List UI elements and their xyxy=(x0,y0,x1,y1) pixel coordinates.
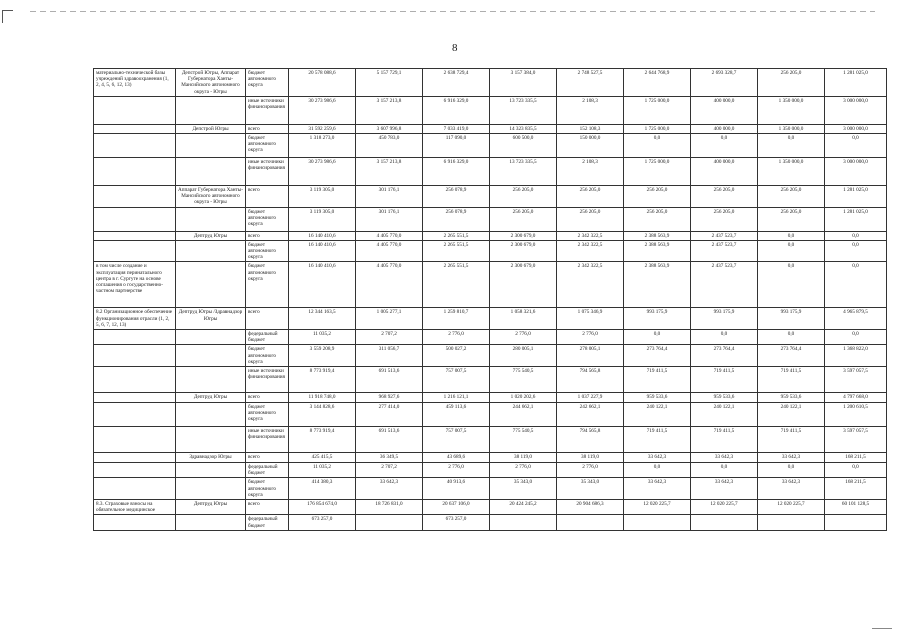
cell-amount: 0,0 xyxy=(624,134,691,158)
table-row xyxy=(94,134,887,158)
cell-amount: 31 592 259,6 xyxy=(289,124,356,133)
cell-amount: 36 349,5 xyxy=(356,453,423,463)
cell-funding-source: всего xyxy=(246,186,289,208)
table-row xyxy=(94,240,887,262)
cell-executor xyxy=(176,403,246,427)
cell-amount: 2 342 322,5 xyxy=(557,231,624,240)
cell-amount: 0,0 xyxy=(624,463,691,478)
cell-amount: 33 642,3 xyxy=(624,453,691,463)
cell-amount: 2 108,3 xyxy=(557,158,624,186)
cell-amount: 1 037 227,9 xyxy=(557,393,624,403)
cell-amount: 1 318 273,0 xyxy=(289,134,356,158)
cell-amount: 16 140 410,6 xyxy=(289,240,356,262)
cell-program-item xyxy=(94,207,176,231)
cell-amount: 240 122,1 xyxy=(691,403,758,427)
cell-amount: 117 090,0 xyxy=(423,134,490,158)
cell-amount: 2 644 768,9 xyxy=(624,69,691,97)
cell-amount: 18 726 831,0 xyxy=(356,500,423,515)
cell-amount: 33 642,3 xyxy=(691,453,758,463)
cell-amount: 2 388 563,9 xyxy=(624,262,691,308)
cell-amount: 14 323 835,5 xyxy=(490,124,557,133)
cell-amount: 2 300 679,0 xyxy=(490,231,557,240)
cell-amount: 1 725 000,0 xyxy=(624,96,691,124)
cell-funding-source: бюджет автономного округа xyxy=(246,207,289,231)
cell-amount: 1 350 000,0 xyxy=(758,96,825,124)
cell-amount: 13 723 335,5 xyxy=(490,158,557,186)
cell-amount: 3 000 000,0 xyxy=(825,124,887,133)
table-row xyxy=(94,500,887,515)
cell-amount: 0,0 xyxy=(825,231,887,240)
cell-amount: 459 113,6 xyxy=(423,403,490,427)
cell-executor xyxy=(176,134,246,158)
table-row xyxy=(94,463,887,478)
cell-amount: 30 273 986,6 xyxy=(289,158,356,186)
cell-amount: 256 205,0 xyxy=(758,186,825,208)
cell-amount: 7 033 419,0 xyxy=(423,124,490,133)
cell-executor: Депстрой Югры xyxy=(176,124,246,133)
cell-amount: 1 075 346,9 xyxy=(557,308,624,330)
cell-amount: 256 205,0 xyxy=(557,186,624,208)
cell-amount: 6 916 329,0 xyxy=(423,96,490,124)
cell-amount: 3 597 057,5 xyxy=(825,367,887,393)
cell-funding-source: федеральный бюджет xyxy=(246,515,289,530)
cell-amount: 0,0 xyxy=(691,134,758,158)
cell-amount: 3 607 996,8 xyxy=(356,124,423,133)
cell-amount: 1 281 025,0 xyxy=(825,207,887,231)
cell-executor: Депстрой Югры, Аппарат Губернатора Ханты-Мансийского автономного округа - Югры xyxy=(176,69,246,97)
table-row xyxy=(94,515,887,530)
cell-amount: 168 211,5 xyxy=(825,453,887,463)
cell-amount: 2 776,0 xyxy=(490,463,557,478)
cell-funding-source: всего xyxy=(246,124,289,133)
table-row xyxy=(94,308,887,330)
cell-amount: 3 144 828,6 xyxy=(289,403,356,427)
cell-executor xyxy=(176,478,246,500)
cell-program-item: материально-технической базы учреждений здравоохранения (1, 2, 4, 5, 6, 12, 13) xyxy=(94,69,176,97)
table-row xyxy=(94,231,887,240)
cell-amount: 600 500,0 xyxy=(490,134,557,158)
cell-amount: 2 108,3 xyxy=(557,96,624,124)
cell-amount: 11 035,2 xyxy=(289,463,356,478)
cell-funding-source: федеральный бюджет xyxy=(246,330,289,345)
cell-program-item xyxy=(94,403,176,427)
cell-amount xyxy=(490,515,557,530)
cell-executor xyxy=(176,207,246,231)
cell-amount: 1 005 277,1 xyxy=(356,308,423,330)
cell-program-item xyxy=(94,453,176,463)
table-row xyxy=(94,207,887,231)
cell-program-item xyxy=(94,515,176,530)
cell-amount: 757 007,5 xyxy=(423,367,490,393)
cell-amount: 691 513,6 xyxy=(356,427,423,453)
cell-amount: 0,0 xyxy=(825,134,887,158)
cell-amount: 12 020 225,7 xyxy=(624,500,691,515)
cell-program-item xyxy=(94,393,176,403)
cell-amount: 256 078,9 xyxy=(423,207,490,231)
cell-amount: 2 776,0 xyxy=(423,330,490,345)
cell-executor xyxy=(176,158,246,186)
cell-amount: 33 642,3 xyxy=(758,453,825,463)
cell-amount: 1 020 202,6 xyxy=(490,393,557,403)
cell-amount: 959 533,6 xyxy=(691,393,758,403)
cell-amount: 38 119,0 xyxy=(557,453,624,463)
cell-amount: 719 411,5 xyxy=(691,367,758,393)
cell-amount: 256 205,0 xyxy=(557,207,624,231)
table-row xyxy=(94,478,887,500)
cell-amount xyxy=(557,515,624,530)
cell-amount: 8 773 919,4 xyxy=(289,427,356,453)
cell-amount: 273 764,4 xyxy=(758,345,825,367)
cell-funding-source: бюджет автономного округа xyxy=(246,69,289,97)
cell-amount: 691 513,6 xyxy=(356,367,423,393)
cell-amount: 3 597 057,5 xyxy=(825,427,887,453)
cell-amount: 2 342 322,5 xyxy=(557,240,624,262)
cell-amount: 3 119 305,0 xyxy=(289,207,356,231)
cell-amount: 0,0 xyxy=(825,463,887,478)
cell-amount: 12 344 163,5 xyxy=(289,308,356,330)
cell-amount: 6 916 329,0 xyxy=(423,158,490,186)
cell-amount: 2 776,0 xyxy=(557,330,624,345)
cell-program-item xyxy=(94,158,176,186)
cell-amount: 1 281 025,0 xyxy=(825,186,887,208)
cell-funding-source: всего xyxy=(246,393,289,403)
cell-amount: 301 176,1 xyxy=(356,207,423,231)
cell-amount: 2 776,0 xyxy=(557,463,624,478)
cell-amount: 0,0 xyxy=(758,463,825,478)
cell-amount: 0,0 xyxy=(758,262,825,308)
cell-amount: 311 056,7 xyxy=(356,345,423,367)
cell-amount: 0,0 xyxy=(825,262,887,308)
cell-amount: 35 343,0 xyxy=(557,478,624,500)
cell-amount: 1 281 025,0 xyxy=(825,69,887,97)
cell-amount: 0,0 xyxy=(758,231,825,240)
cell-amount: 11 035,2 xyxy=(289,330,356,345)
cell-amount: 280 005,1 xyxy=(490,345,557,367)
cell-program-item xyxy=(94,186,176,208)
budget-table-body xyxy=(94,69,887,531)
cell-amount: 278 005,1 xyxy=(557,345,624,367)
cell-amount: 719 411,5 xyxy=(758,427,825,453)
cell-funding-source: бюджет автономного округа xyxy=(246,262,289,308)
cell-amount: 2 265 551,5 xyxy=(423,262,490,308)
cell-amount: 256 205,0 xyxy=(624,207,691,231)
cell-amount: 2 388 563,9 xyxy=(624,240,691,262)
cell-amount: 0,0 xyxy=(825,240,887,262)
cell-amount xyxy=(624,515,691,530)
cell-program-item: в том числе создание и эксплуатация перинатального центра в г. Сургуте на основе соглашения о государственно-частном партнерстве xyxy=(94,262,176,308)
cell-amount: 0,0 xyxy=(624,330,691,345)
cell-amount: 3 157 213,8 xyxy=(356,96,423,124)
cell-amount: 414 380,3 xyxy=(289,478,356,500)
cell-amount: 719 411,5 xyxy=(624,427,691,453)
cell-amount: 719 411,5 xyxy=(758,367,825,393)
cell-amount: 1 259 810,7 xyxy=(423,308,490,330)
cell-amount: 0,0 xyxy=(691,330,758,345)
cell-executor: Дептруд Югры xyxy=(176,393,246,403)
cell-amount: 0,0 xyxy=(758,134,825,158)
cell-amount xyxy=(825,515,887,530)
cell-amount: 2 776,0 xyxy=(423,463,490,478)
table-row xyxy=(94,403,887,427)
cell-amount: 256 078,9 xyxy=(423,186,490,208)
scan-bottom-mark xyxy=(872,622,892,629)
cell-amount: 4 405 770,0 xyxy=(356,262,423,308)
cell-amount: 3 559 208,9 xyxy=(289,345,356,367)
cell-funding-source: всего xyxy=(246,308,289,330)
cell-executor xyxy=(176,463,246,478)
cell-amount: 500 027,2 xyxy=(423,345,490,367)
cell-program-item xyxy=(94,463,176,478)
cell-amount: 5 157 729,1 xyxy=(356,69,423,97)
cell-amount: 2 748 527,5 xyxy=(557,69,624,97)
cell-executor xyxy=(176,427,246,453)
cell-amount: 400 000,0 xyxy=(691,158,758,186)
cell-amount: 1 350 000,0 xyxy=(758,124,825,133)
cell-amount: 150 000,0 xyxy=(557,134,624,158)
cell-program-item xyxy=(94,96,176,124)
cell-amount: 968 927,6 xyxy=(356,393,423,403)
cell-amount: 959 533,6 xyxy=(624,393,691,403)
cell-program-item xyxy=(94,134,176,158)
cell-program-item xyxy=(94,345,176,367)
scan-top-rule xyxy=(30,11,875,12)
cell-program-item xyxy=(94,124,176,133)
cell-amount: 277 414,0 xyxy=(356,403,423,427)
cell-amount: 2 388 563,9 xyxy=(624,231,691,240)
cell-amount: 2 265 551,5 xyxy=(423,231,490,240)
cell-amount: 794 565,8 xyxy=(557,427,624,453)
cell-amount: 2 437 523,7 xyxy=(691,231,758,240)
cell-funding-source: бюджет автономного округа xyxy=(246,134,289,158)
cell-amount: 33 642,3 xyxy=(758,478,825,500)
cell-amount: 3 000 000,0 xyxy=(825,158,887,186)
cell-amount: 3 157 213,8 xyxy=(356,158,423,186)
cell-amount: 256 205,0 xyxy=(691,207,758,231)
cell-amount xyxy=(356,515,423,530)
cell-funding-source: иные источники финансирования xyxy=(246,158,289,186)
cell-amount: 3 000 000,0 xyxy=(825,96,887,124)
table-row xyxy=(94,393,887,403)
cell-amount: 0,0 xyxy=(758,240,825,262)
page-number: 8 xyxy=(452,42,458,54)
table-row xyxy=(94,158,887,186)
cell-amount: 244 662,1 xyxy=(490,403,557,427)
cell-amount: 4 965 879,5 xyxy=(825,308,887,330)
cell-amount: 242 662,1 xyxy=(557,403,624,427)
cell-amount: 993 175,9 xyxy=(691,308,758,330)
cell-amount: 1 368 822,0 xyxy=(825,345,887,367)
cell-funding-source: бюджет автономного округа xyxy=(246,240,289,262)
table-row xyxy=(94,124,887,133)
cell-funding-source: иные источники финансирования xyxy=(246,367,289,393)
cell-amount: 4 405 770,0 xyxy=(356,231,423,240)
cell-amount: 33 642,3 xyxy=(691,478,758,500)
cell-amount: 0,0 xyxy=(691,463,758,478)
cell-amount: 8 773 919,4 xyxy=(289,367,356,393)
cell-amount: 20 424 245,2 xyxy=(490,500,557,515)
cell-amount: 16 140 410,6 xyxy=(289,262,356,308)
cell-amount: 2 300 679,0 xyxy=(490,262,557,308)
cell-funding-source: бюджет автономного округа xyxy=(246,478,289,500)
cell-funding-source: бюджет автономного округа xyxy=(246,345,289,367)
cell-executor: Дептруд Югры /Здравнадзор Югры xyxy=(176,308,246,330)
cell-amount: 256 205,0 xyxy=(490,207,557,231)
cell-amount: 176 854 674,0 xyxy=(289,500,356,515)
cell-amount: 673 257,0 xyxy=(289,515,356,530)
cell-amount: 30 273 986,6 xyxy=(289,96,356,124)
cell-amount: 43 689,6 xyxy=(423,453,490,463)
cell-amount: 256 205,0 xyxy=(758,69,825,97)
cell-executor xyxy=(176,96,246,124)
cell-funding-source: иные источники финансирования xyxy=(246,96,289,124)
cell-funding-source: федеральный бюджет xyxy=(246,463,289,478)
cell-amount xyxy=(758,515,825,530)
cell-amount: 1 200 610,5 xyxy=(825,403,887,427)
cell-program-item xyxy=(94,427,176,453)
cell-amount: 400 000,0 xyxy=(691,124,758,133)
cell-executor xyxy=(176,345,246,367)
cell-amount: 256 205,0 xyxy=(758,207,825,231)
cell-amount: 20 904 686,3 xyxy=(557,500,624,515)
cell-amount: 2 776,0 xyxy=(490,330,557,345)
cell-amount: 1 350 000,0 xyxy=(758,158,825,186)
cell-amount: 16 140 410,6 xyxy=(289,231,356,240)
cell-amount: 2 437 523,7 xyxy=(691,262,758,308)
cell-amount: 1 725 000,0 xyxy=(624,158,691,186)
cell-executor xyxy=(176,330,246,345)
table-row xyxy=(94,427,887,453)
cell-funding-source: всего xyxy=(246,453,289,463)
table-row xyxy=(94,367,887,393)
cell-amount: 20 637 106,0 xyxy=(423,500,490,515)
cell-executor: Дептруд Югры xyxy=(176,231,246,240)
cell-amount: 775 540,5 xyxy=(490,427,557,453)
table-row xyxy=(94,330,887,345)
cell-amount: 400 000,0 xyxy=(691,96,758,124)
cell-amount: 4 405 770,0 xyxy=(356,240,423,262)
cell-amount: 240 122,1 xyxy=(624,403,691,427)
cell-amount: 168 211,5 xyxy=(825,478,887,500)
cell-amount: 2 707,2 xyxy=(356,330,423,345)
cell-amount: 0,0 xyxy=(758,330,825,345)
cell-amount: 2 300 679,0 xyxy=(490,240,557,262)
cell-executor: Дептруд Югры xyxy=(176,500,246,515)
cell-funding-source: всего xyxy=(246,231,289,240)
cell-amount: 38 119,0 xyxy=(490,453,557,463)
cell-program-item xyxy=(94,231,176,240)
cell-amount: 60 101 128,5 xyxy=(825,500,887,515)
cell-amount: 2 707,2 xyxy=(356,463,423,478)
cell-program-item xyxy=(94,240,176,262)
cell-program-item xyxy=(94,330,176,345)
cell-amount: 152 108,3 xyxy=(557,124,624,133)
cell-amount: 794 565,8 xyxy=(557,367,624,393)
cell-amount: 40 913,6 xyxy=(423,478,490,500)
cell-amount: 4 797 668,0 xyxy=(825,393,887,403)
cell-amount: 256 205,0 xyxy=(490,186,557,208)
cell-amount: 273 764,4 xyxy=(691,345,758,367)
cell-amount: 1 058 321,6 xyxy=(490,308,557,330)
scan-corner-mark xyxy=(2,10,13,23)
budget-table xyxy=(93,68,887,531)
cell-program-item: 8.3. Страховые взносы на обязательное медицинское xyxy=(94,500,176,515)
cell-amount xyxy=(691,515,758,530)
cell-program-item: 8.2 Организационное обеспечение функционирования отрасли (1, 2, 5, 6, 7, 12, 13) xyxy=(94,308,176,330)
cell-executor: Здравнадзор Югры xyxy=(176,453,246,463)
cell-funding-source: бюджет автономного округа xyxy=(246,403,289,427)
table-row xyxy=(94,262,887,308)
cell-funding-source: всего xyxy=(246,500,289,515)
table-row xyxy=(94,69,887,97)
cell-amount: 3 157 384,0 xyxy=(490,69,557,97)
cell-amount: 1 725 000,0 xyxy=(624,124,691,133)
cell-amount: 2 437 523,7 xyxy=(691,240,758,262)
cell-amount: 13 723 335,5 xyxy=(490,96,557,124)
cell-amount: 775 540,5 xyxy=(490,367,557,393)
cell-amount: 2 638 729,4 xyxy=(423,69,490,97)
cell-funding-source: иные источники финансирования xyxy=(246,427,289,453)
cell-amount: 33 642,3 xyxy=(356,478,423,500)
table-row xyxy=(94,186,887,208)
cell-amount: 2 342 322,5 xyxy=(557,262,624,308)
cell-amount: 20 578 088,6 xyxy=(289,69,356,97)
cell-executor: Аппарат Губернатора Ханты-Мансийского автономного округа - Югры xyxy=(176,186,246,208)
cell-amount: 256 205,0 xyxy=(691,186,758,208)
cell-amount: 35 343,0 xyxy=(490,478,557,500)
cell-amount: 2 693 328,7 xyxy=(691,69,758,97)
cell-amount: 256 205,0 xyxy=(624,186,691,208)
cell-executor xyxy=(176,240,246,262)
cell-amount: 993 175,9 xyxy=(758,308,825,330)
cell-amount: 12 020 225,7 xyxy=(758,500,825,515)
cell-amount: 12 020 225,7 xyxy=(691,500,758,515)
cell-amount: 301 176,1 xyxy=(356,186,423,208)
cell-amount: 33 642,3 xyxy=(624,478,691,500)
cell-amount: 3 119 305,0 xyxy=(289,186,356,208)
cell-amount: 757 007,5 xyxy=(423,427,490,453)
table-row xyxy=(94,96,887,124)
cell-program-item xyxy=(94,367,176,393)
cell-amount: 959 533,6 xyxy=(758,393,825,403)
cell-program-item xyxy=(94,478,176,500)
cell-amount: 719 411,5 xyxy=(624,367,691,393)
table-row xyxy=(94,345,887,367)
cell-executor xyxy=(176,367,246,393)
cell-amount: 425 415,5 xyxy=(289,453,356,463)
table-row xyxy=(94,453,887,463)
cell-amount: 240 122,1 xyxy=(758,403,825,427)
cell-amount: 673 257,0 xyxy=(423,515,490,530)
cell-amount: 0,0 xyxy=(825,330,887,345)
cell-amount: 273 764,4 xyxy=(624,345,691,367)
cell-amount: 11 918 748,0 xyxy=(289,393,356,403)
cell-executor xyxy=(176,515,246,530)
cell-amount: 1 216 121,1 xyxy=(423,393,490,403)
cell-amount: 993 175,9 xyxy=(624,308,691,330)
cell-executor xyxy=(176,262,246,308)
cell-amount: 2 265 551,5 xyxy=(423,240,490,262)
cell-amount: 719 411,5 xyxy=(691,427,758,453)
cell-amount: 450 783,0 xyxy=(356,134,423,158)
